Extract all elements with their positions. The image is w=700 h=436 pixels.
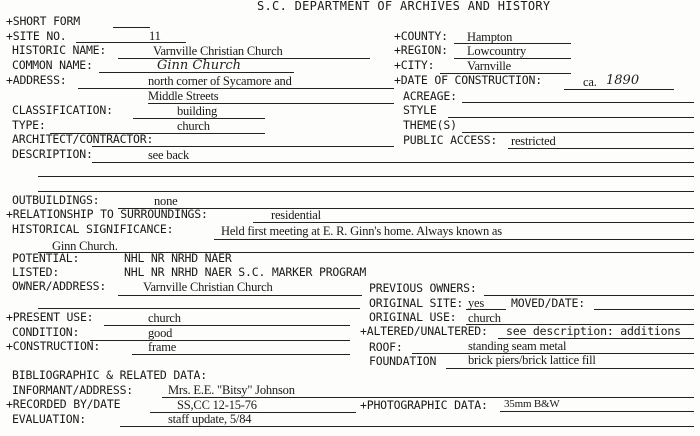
outbuildings-label: OUTBUILDINGS:: [12, 193, 100, 207]
significance-line-1: [214, 239, 694, 240]
present-use-value: church: [148, 311, 181, 325]
owner-address-line: [118, 295, 362, 296]
original-use-value: church: [468, 311, 501, 325]
classification-label: CLASSIFICATION:: [12, 103, 113, 117]
city-label: +CITY:: [394, 58, 435, 72]
relationship-value: residential: [271, 208, 321, 222]
common-name-value: Ginn Church: [157, 58, 241, 73]
public-access-label: PUBLIC ACCESS:: [403, 133, 498, 147]
themes-label: THEME(S): [403, 118, 457, 132]
photographic-data-value: 35mm B&W: [504, 398, 560, 410]
present-use-line: [104, 325, 350, 326]
region-value: Lowcountry: [467, 44, 527, 58]
construction-line: [132, 354, 350, 355]
common-name-line: [99, 72, 294, 73]
moved-date-line: [594, 309, 694, 310]
condition-value: good: [148, 326, 173, 340]
style-line: [448, 117, 694, 118]
historical-significance-label: HISTORICAL SIGNIFICANCE:: [12, 222, 174, 236]
potential-label: POTENTIAL:: [12, 251, 80, 265]
short-form-label: +SHORT FORM: [6, 14, 80, 28]
address-line-2-value: Middle Streets: [148, 89, 219, 103]
date-line: [564, 89, 674, 90]
altered-unaltered-label: +ALTERED/UNALTERED:: [360, 324, 488, 338]
region-label: +REGION:: [394, 43, 448, 57]
photographic-data-line: [500, 411, 694, 412]
roof-value: standing seam metal: [468, 339, 567, 353]
significance-line-1-value: Held first meeting at E. R. Ginn's home. Always known as: [221, 224, 502, 238]
historic-name-value: Varnville Christian Church: [153, 44, 283, 58]
type-label: TYPE:: [12, 118, 46, 132]
recorded-by-date-label: +RECORDED BY/DATE: [6, 397, 121, 411]
outbuildings-value: none: [154, 194, 178, 208]
address-label: +ADDRESS:: [6, 73, 67, 87]
date-of-construction-label: +DATE OF CONSTRUCTION:: [394, 73, 542, 87]
short-form-line: [113, 27, 150, 28]
evaluation-label: EVALUATION:: [12, 412, 86, 426]
foundation-line: [446, 368, 694, 369]
condition-label: CONDITION:: [12, 325, 80, 339]
public-access-value: restricted: [511, 134, 556, 148]
public-access-line: [508, 148, 694, 149]
county-label: +COUNTY:: [394, 29, 448, 43]
original-site-label: ORIGINAL SITE:: [369, 296, 464, 310]
photographic-data-label: +PHOTOGRAPHIC DATA:: [360, 398, 488, 412]
present-use-label: +PRESENT USE:: [6, 310, 94, 324]
description-line-2: [38, 176, 694, 177]
acreage-line: [462, 102, 694, 103]
condition-line: [90, 340, 350, 341]
architect-contractor-label: ARCHITECT/CONTRACTOR:: [12, 132, 154, 146]
form-title: S.C. DEPARTMENT OF ARCHIVES AND HISTORY: [257, 0, 551, 13]
construction-value: frame: [148, 340, 177, 354]
owner-address-value: Varnville Christian Church: [143, 280, 273, 294]
altered-unaltered-value: see description: additions: [506, 324, 681, 338]
moved-date-label: MOVED/DATE:: [511, 296, 585, 310]
listed-label: LISTED:: [12, 265, 60, 279]
previous-owners-label: PREVIOUS OWNERS:: [369, 281, 477, 295]
foundation-label: FOUNDATION: [369, 354, 437, 368]
informant-address-label: INFORMANT/ADDRESS:: [12, 383, 134, 397]
foundation-value: brick piers/brick lattice fill: [468, 353, 596, 367]
relationship-label: +RELATIONSHIP TO SURROUNDINGS:: [6, 207, 208, 221]
description-line-3: [38, 191, 694, 192]
relationship-line: [253, 222, 694, 223]
style-label: STYLE: [403, 103, 437, 117]
construction-label: +CONSTRUCTION:: [6, 339, 101, 353]
type-value: church: [177, 119, 210, 133]
description-label: DESCRIPTION:: [12, 147, 93, 161]
county-value: Hampton: [467, 30, 513, 44]
date-prefix: ca.: [583, 75, 597, 89]
date-value: 1890: [606, 73, 640, 88]
roof-label: ROOF:: [369, 340, 403, 354]
classification-value: building: [177, 104, 218, 118]
common-name-label: COMMON NAME:: [12, 58, 93, 72]
owner-address-label: OWNER/ADDRESS:: [12, 279, 107, 293]
original-use-label: ORIGINAL USE:: [369, 310, 457, 324]
original-site-line: [466, 309, 506, 310]
site-no-value: 11: [149, 29, 161, 43]
city-value: Varnville: [467, 59, 512, 73]
recorded-by-date-value: SS,CC 12-15-76: [177, 398, 257, 412]
potential-options: NHL NR NRHD NAER: [124, 251, 232, 265]
historic-name-line: [118, 58, 370, 59]
architect-contractor-line: [92, 146, 394, 147]
original-site-value: yes: [468, 296, 485, 310]
listed-options: NHL NR NRHD NAER S.C. MARKER PROGRAM: [124, 265, 367, 279]
informant-address-value: Mrs. E.E. "Bitsy" Johnson: [168, 383, 295, 397]
significance-line-2-value: Ginn Church.: [52, 239, 118, 253]
address-line-1-value: north corner of Sycamore and: [148, 74, 292, 88]
description-line-1: [92, 162, 694, 163]
address-line-1: [78, 88, 394, 89]
acreage-label: ACREAGE:: [403, 89, 457, 103]
owner-address-line-2: [38, 308, 360, 309]
evaluation-value: staff update, 5/84: [168, 412, 252, 426]
description-value: see back: [148, 148, 190, 162]
historic-name-label: HISTORIC NAME:: [12, 43, 107, 57]
site-no-label: +SITE NO.: [6, 29, 67, 43]
bibliographic-label: BIBLIOGRAPHIC & RELATED DATA:: [12, 368, 207, 382]
evaluation-line: [120, 426, 694, 427]
